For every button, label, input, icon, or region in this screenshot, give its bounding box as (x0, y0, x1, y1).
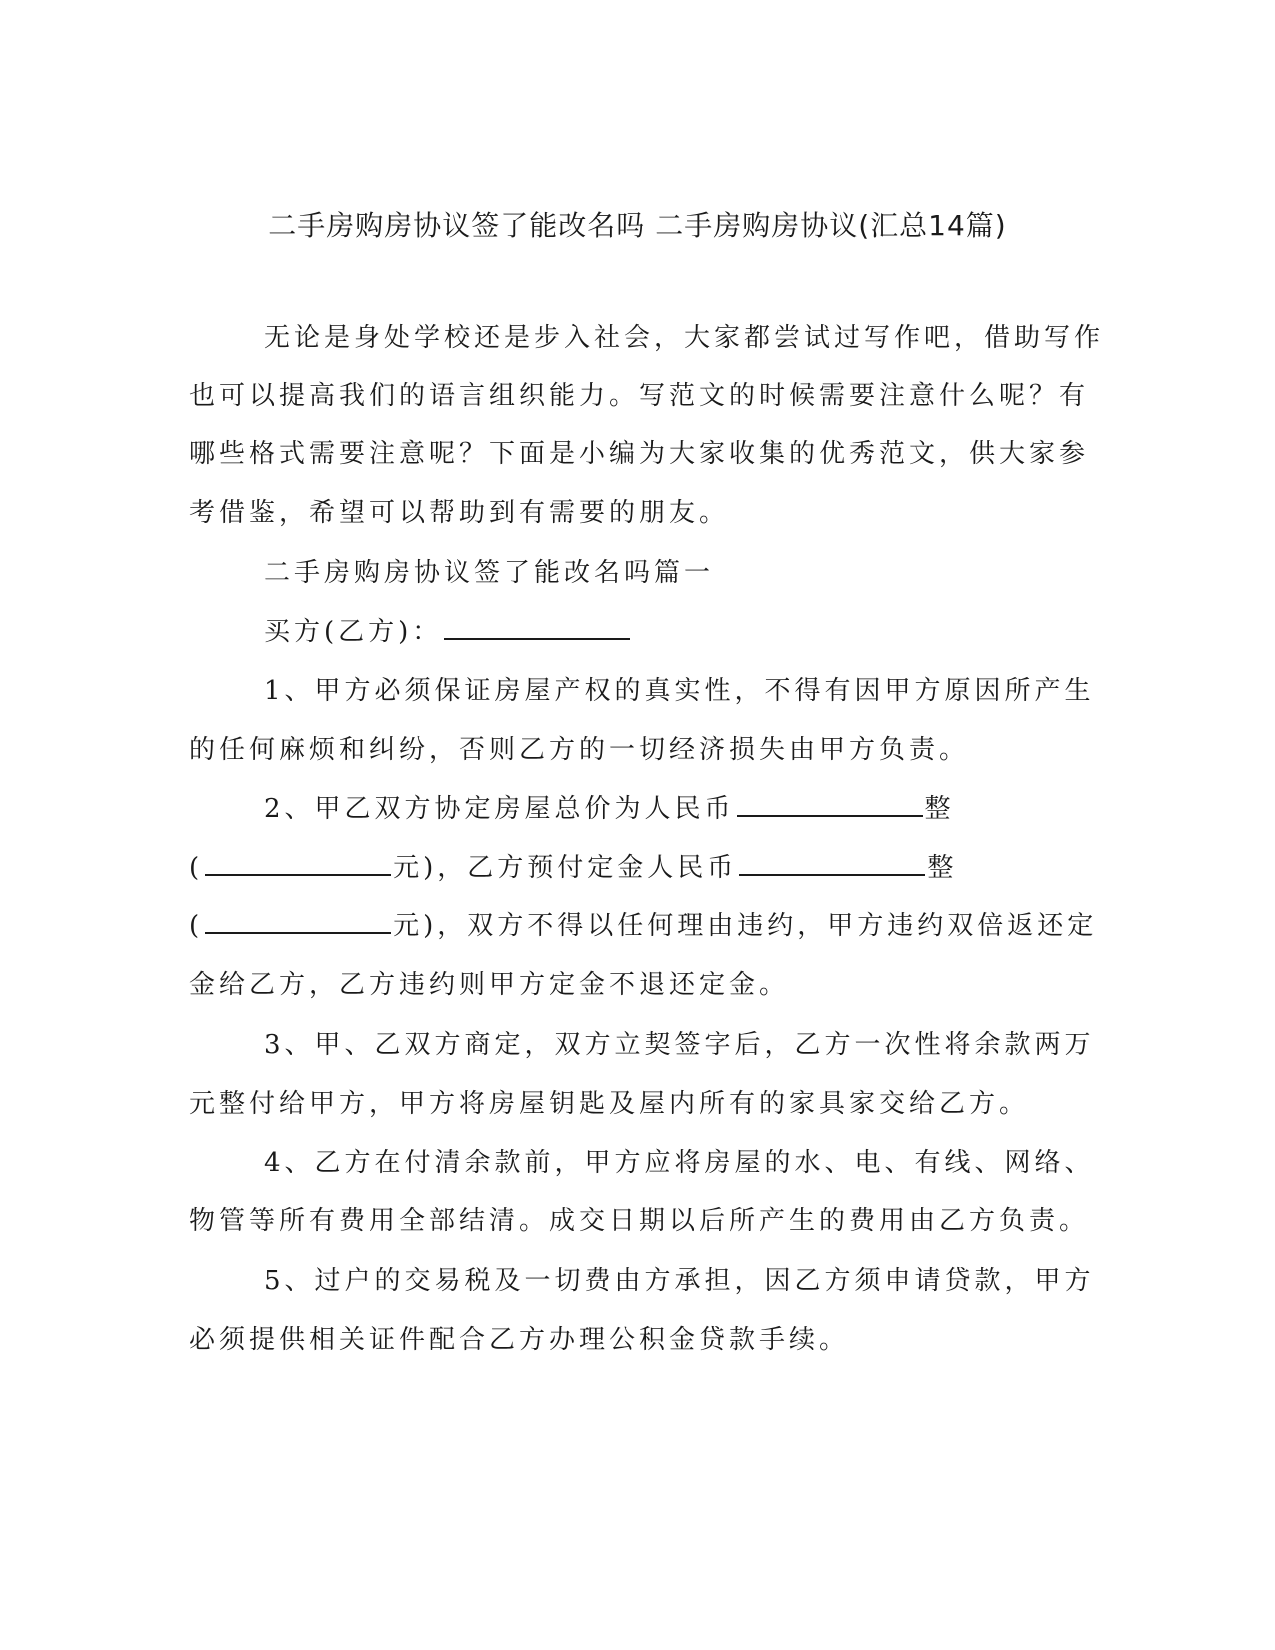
clause-3-line-2: 元整付给甲方，甲方将房屋钥匙及屋内所有的家具家交给乙方。 (189, 1089, 1030, 1119)
clause-5-line-1: 5、过户的交易税及一切费由方承担，因乙方须申请贷款，甲方 (264, 1266, 1095, 1296)
buyer-name-blank[interactable] (444, 612, 630, 640)
intro-line-4: 考借鉴，希望可以帮助到有需要的朋友。 (189, 498, 730, 528)
clause-1-line-1: 1、甲方必须保证房屋产权的真实性，不得有因甲方原因所产生 (264, 676, 1095, 706)
clause-4-line-1: 4、乙方在付清余款前，甲方应将房屋的水、电、有线、网络、 (264, 1148, 1095, 1178)
clause-1-line-2: 的任何麻烦和纠纷，否则乙方的一切经济损失由甲方负责。 (189, 735, 970, 765)
intro-line-1: 无论是身处学校还是步入社会，大家都尝试过写作吧，借助写作 (264, 323, 1105, 353)
intro-line-2: 也可以提高我们的语言组织能力。写范文的时候需要注意什么呢？有 (189, 381, 1090, 411)
deposit-yuan-blank[interactable] (205, 906, 391, 934)
clause-2-line-2 (189, 848, 1089, 888)
clause-2-line-1 (264, 789, 1089, 829)
clause-2-deposit-label: 元)，乙方预付定金人民币 (393, 853, 738, 883)
clause-2-zheng-1: 整 (924, 794, 955, 824)
buyer-line (264, 612, 1089, 652)
buyer-label: 买方(乙方)： (264, 617, 443, 647)
clause-4-line-2: 物管等所有费用全部结清。成交日期以后所产生的费用由乙方负责。 (189, 1206, 1090, 1236)
total-price-blank[interactable] (737, 789, 923, 817)
intro-line-3: 哪些格式需要注意呢？下面是小编为大家收集的优秀范文，供大家参 (189, 439, 1090, 469)
section-heading: 二手房购房协议签了能改名吗篇一 (264, 558, 715, 588)
clause-3-line-1: 3、甲、乙双方商定，双方立契签字后，乙方一次性将余款两万 (264, 1030, 1095, 1060)
clause-2-paren-open-1: ( (189, 853, 204, 883)
clause-2-total-price-label: 2、甲乙双方协定房屋总价为人民币 (264, 794, 735, 824)
clause-2-breach-text: 元)，双方不得以任何理由违约，甲方违约双倍返还定 (393, 911, 1098, 941)
clause-2-paren-open-2: ( (189, 911, 204, 941)
clause-2-line-4: 金给乙方，乙方违约则甲方定金不退还定金。 (189, 970, 790, 1000)
total-price-yuan-blank[interactable] (205, 848, 391, 876)
deposit-blank[interactable] (739, 848, 925, 876)
clause-2-line-3 (189, 906, 1098, 946)
clause-5-line-2: 必须提供相关证件配合乙方办理公积金贷款手续。 (189, 1325, 850, 1355)
document-title: 二手房购房协议签了能改名吗 二手房购房协议(汇总14篇) (268, 209, 1007, 242)
clause-2-zheng-2: 整 (927, 853, 958, 883)
